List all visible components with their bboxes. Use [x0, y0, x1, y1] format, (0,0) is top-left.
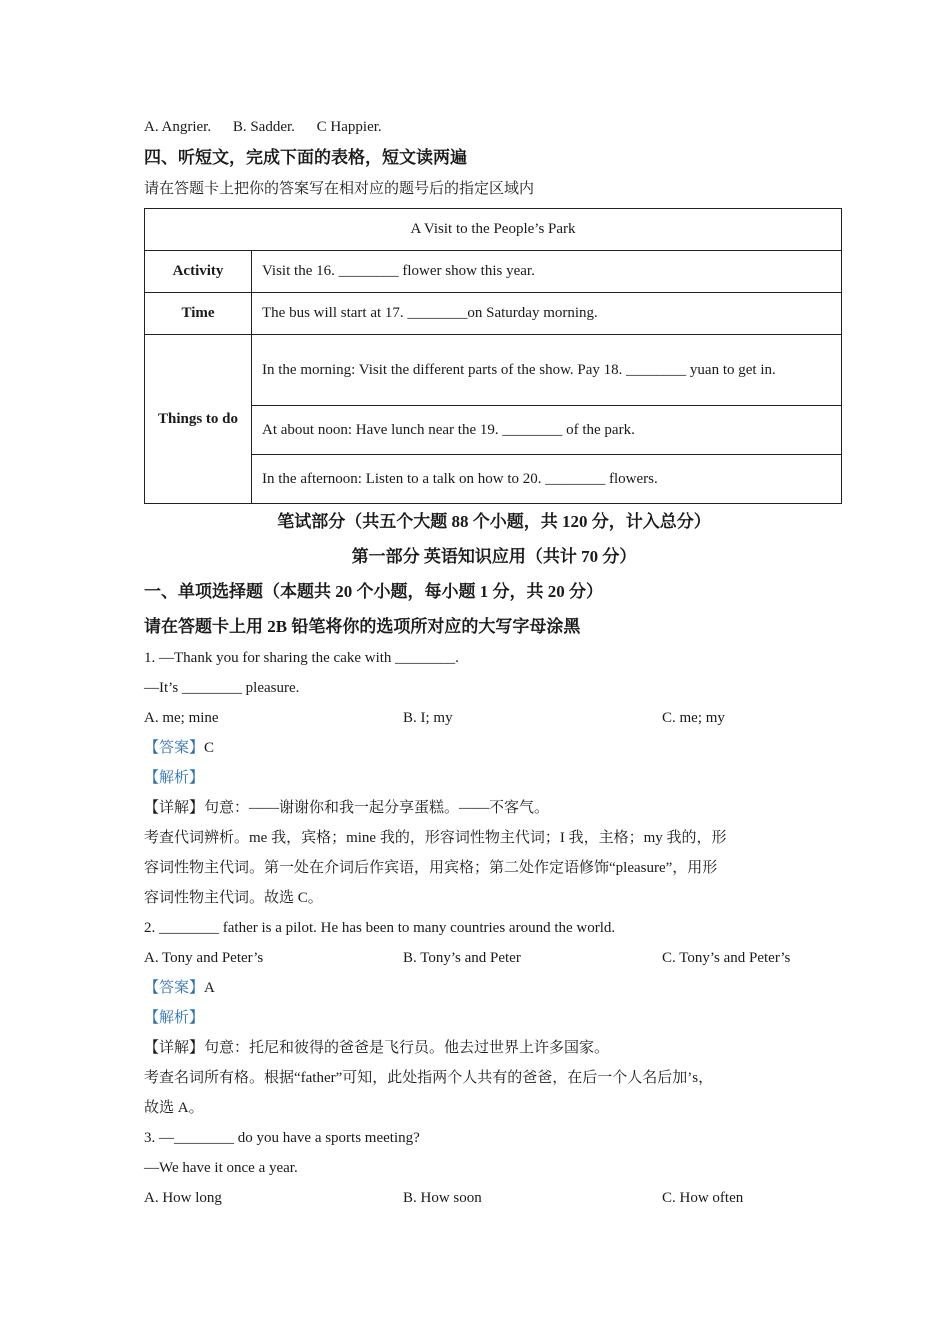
q1-line-2: —It’s ________ pleasure. — [144, 680, 300, 696]
q2-analysis-tag: 【解析】 — [144, 1010, 205, 1026]
q15-options — [144, 112, 844, 142]
q3-options — [144, 1183, 844, 1213]
q2-option-c: C. Tony’s and Peter’s — [662, 950, 791, 966]
section4-note: 请在答题卡上把你的答案写在相对应的题号后的指定区域内 — [144, 181, 535, 197]
q1-option-c: C. me; my — [662, 710, 725, 726]
row-label-activity: Activity — [145, 251, 252, 293]
part1-heading: 第一部分 英语知识应用（共计 70 分） — [351, 547, 637, 566]
section1-heading: 一、单项选择题（本题共 20 个小题，每小题 1 分，共 20 分） — [144, 582, 603, 601]
q2-line-1: 2. ________ father is a pilot. He has been to many countries around the world. — [144, 920, 616, 936]
q1-line-1: 1. —Thank you for sharing the cake with ________. — [144, 650, 459, 666]
table-title: A Visit to the People’s Park — [145, 209, 842, 251]
q2-explain-2: 故选 A。 — [144, 1100, 204, 1116]
row-label-time: Time — [145, 293, 252, 335]
q3-option-c: C. How often — [662, 1190, 744, 1206]
row-text-activity: Visit the 16. ________ flower show this year. — [252, 251, 842, 293]
q2-option-b: B. Tony’s and Peter — [403, 950, 521, 966]
page-content — [144, 112, 844, 1213]
q2-answer-value: A — [204, 980, 215, 996]
q1-option-a: A. me; mine — [144, 710, 219, 726]
q2-options — [144, 943, 844, 973]
q3-option-b: B. How soon — [403, 1190, 482, 1206]
q2-detail: 【详解】句意：托尼和彼得的爸爸是飞行员。他去过世界上许多国家。 — [144, 1040, 610, 1056]
section4-title: 四、听短文，完成下面的表格，短文读两遍 — [144, 148, 467, 167]
q1-explain-2: 容词性物主代词。第一处在介词后作宾语，用宾格；第二处作定语修饰“pleasure”，用形 — [144, 860, 718, 876]
q15-option-a: A. Angrier. — [144, 119, 212, 135]
q2-explain-1: 考查名词所有格。根据“father”可知，此处指两个人共有的爸爸，在后一个人名后加’s， — [144, 1070, 714, 1086]
row-text-afternoon: In the afternoon: Listen to a talk on how to 20. ________ flowers. — [252, 455, 842, 504]
answer-tag: 【答案】 — [144, 980, 205, 996]
written-heading: 笔试部分（共五个大题 88 个小题，共 120 分，计入总分） — [277, 512, 711, 531]
q15-option-c: C Happier. — [316, 119, 382, 135]
row-text-noon: At about noon: Have lunch near the 19. ________ of the park. — [252, 406, 842, 455]
q1-answer — [144, 733, 844, 763]
section1-instruction: 请在答题卡上用 2B 铅笔将你的选项所对应的大写字母涂黑 — [144, 617, 581, 636]
table-row — [145, 293, 842, 335]
q1-explain-1: 考查代词辨析。me 我，宾格；mine 我的，形容词性物主代词；I 我，主格；my 我的，形 — [144, 830, 727, 846]
q15-option-b: B. Sadder. — [232, 119, 295, 135]
q1-analysis-tag: 【解析】 — [144, 770, 205, 786]
q1-options — [144, 703, 844, 733]
q1-explain-3: 容词性物主代词。故选 C。 — [144, 890, 323, 906]
table-row — [145, 251, 842, 293]
q2-option-a: A. Tony and Peter’s — [144, 950, 264, 966]
q3-line-1: 3. —________ do you have a sports meeting? — [144, 1130, 420, 1146]
row-label-things — [145, 335, 252, 504]
q3-option-a: A. How long — [144, 1190, 222, 1206]
answer-tag: 【答案】 — [144, 740, 205, 756]
q3-line-2: —We have it once a year. — [144, 1160, 298, 1176]
things-label-text: Things to do — [157, 410, 239, 427]
listening-table — [144, 208, 842, 504]
row-text-time: The bus will start at 17. ________on Saturday morning. — [252, 293, 842, 335]
q2-answer — [144, 973, 844, 1003]
row-text-morning: In the morning: Visit the different parts of the show. Pay 18. ________ yuan to get in. — [252, 335, 842, 406]
table-row — [145, 335, 842, 406]
q1-option-b: B. I; my — [403, 710, 453, 726]
q1-answer-value: C — [204, 740, 215, 756]
q1-detail: 【详解】句意：——谢谢你和我一起分享蛋糕。——不客气。 — [144, 800, 550, 816]
